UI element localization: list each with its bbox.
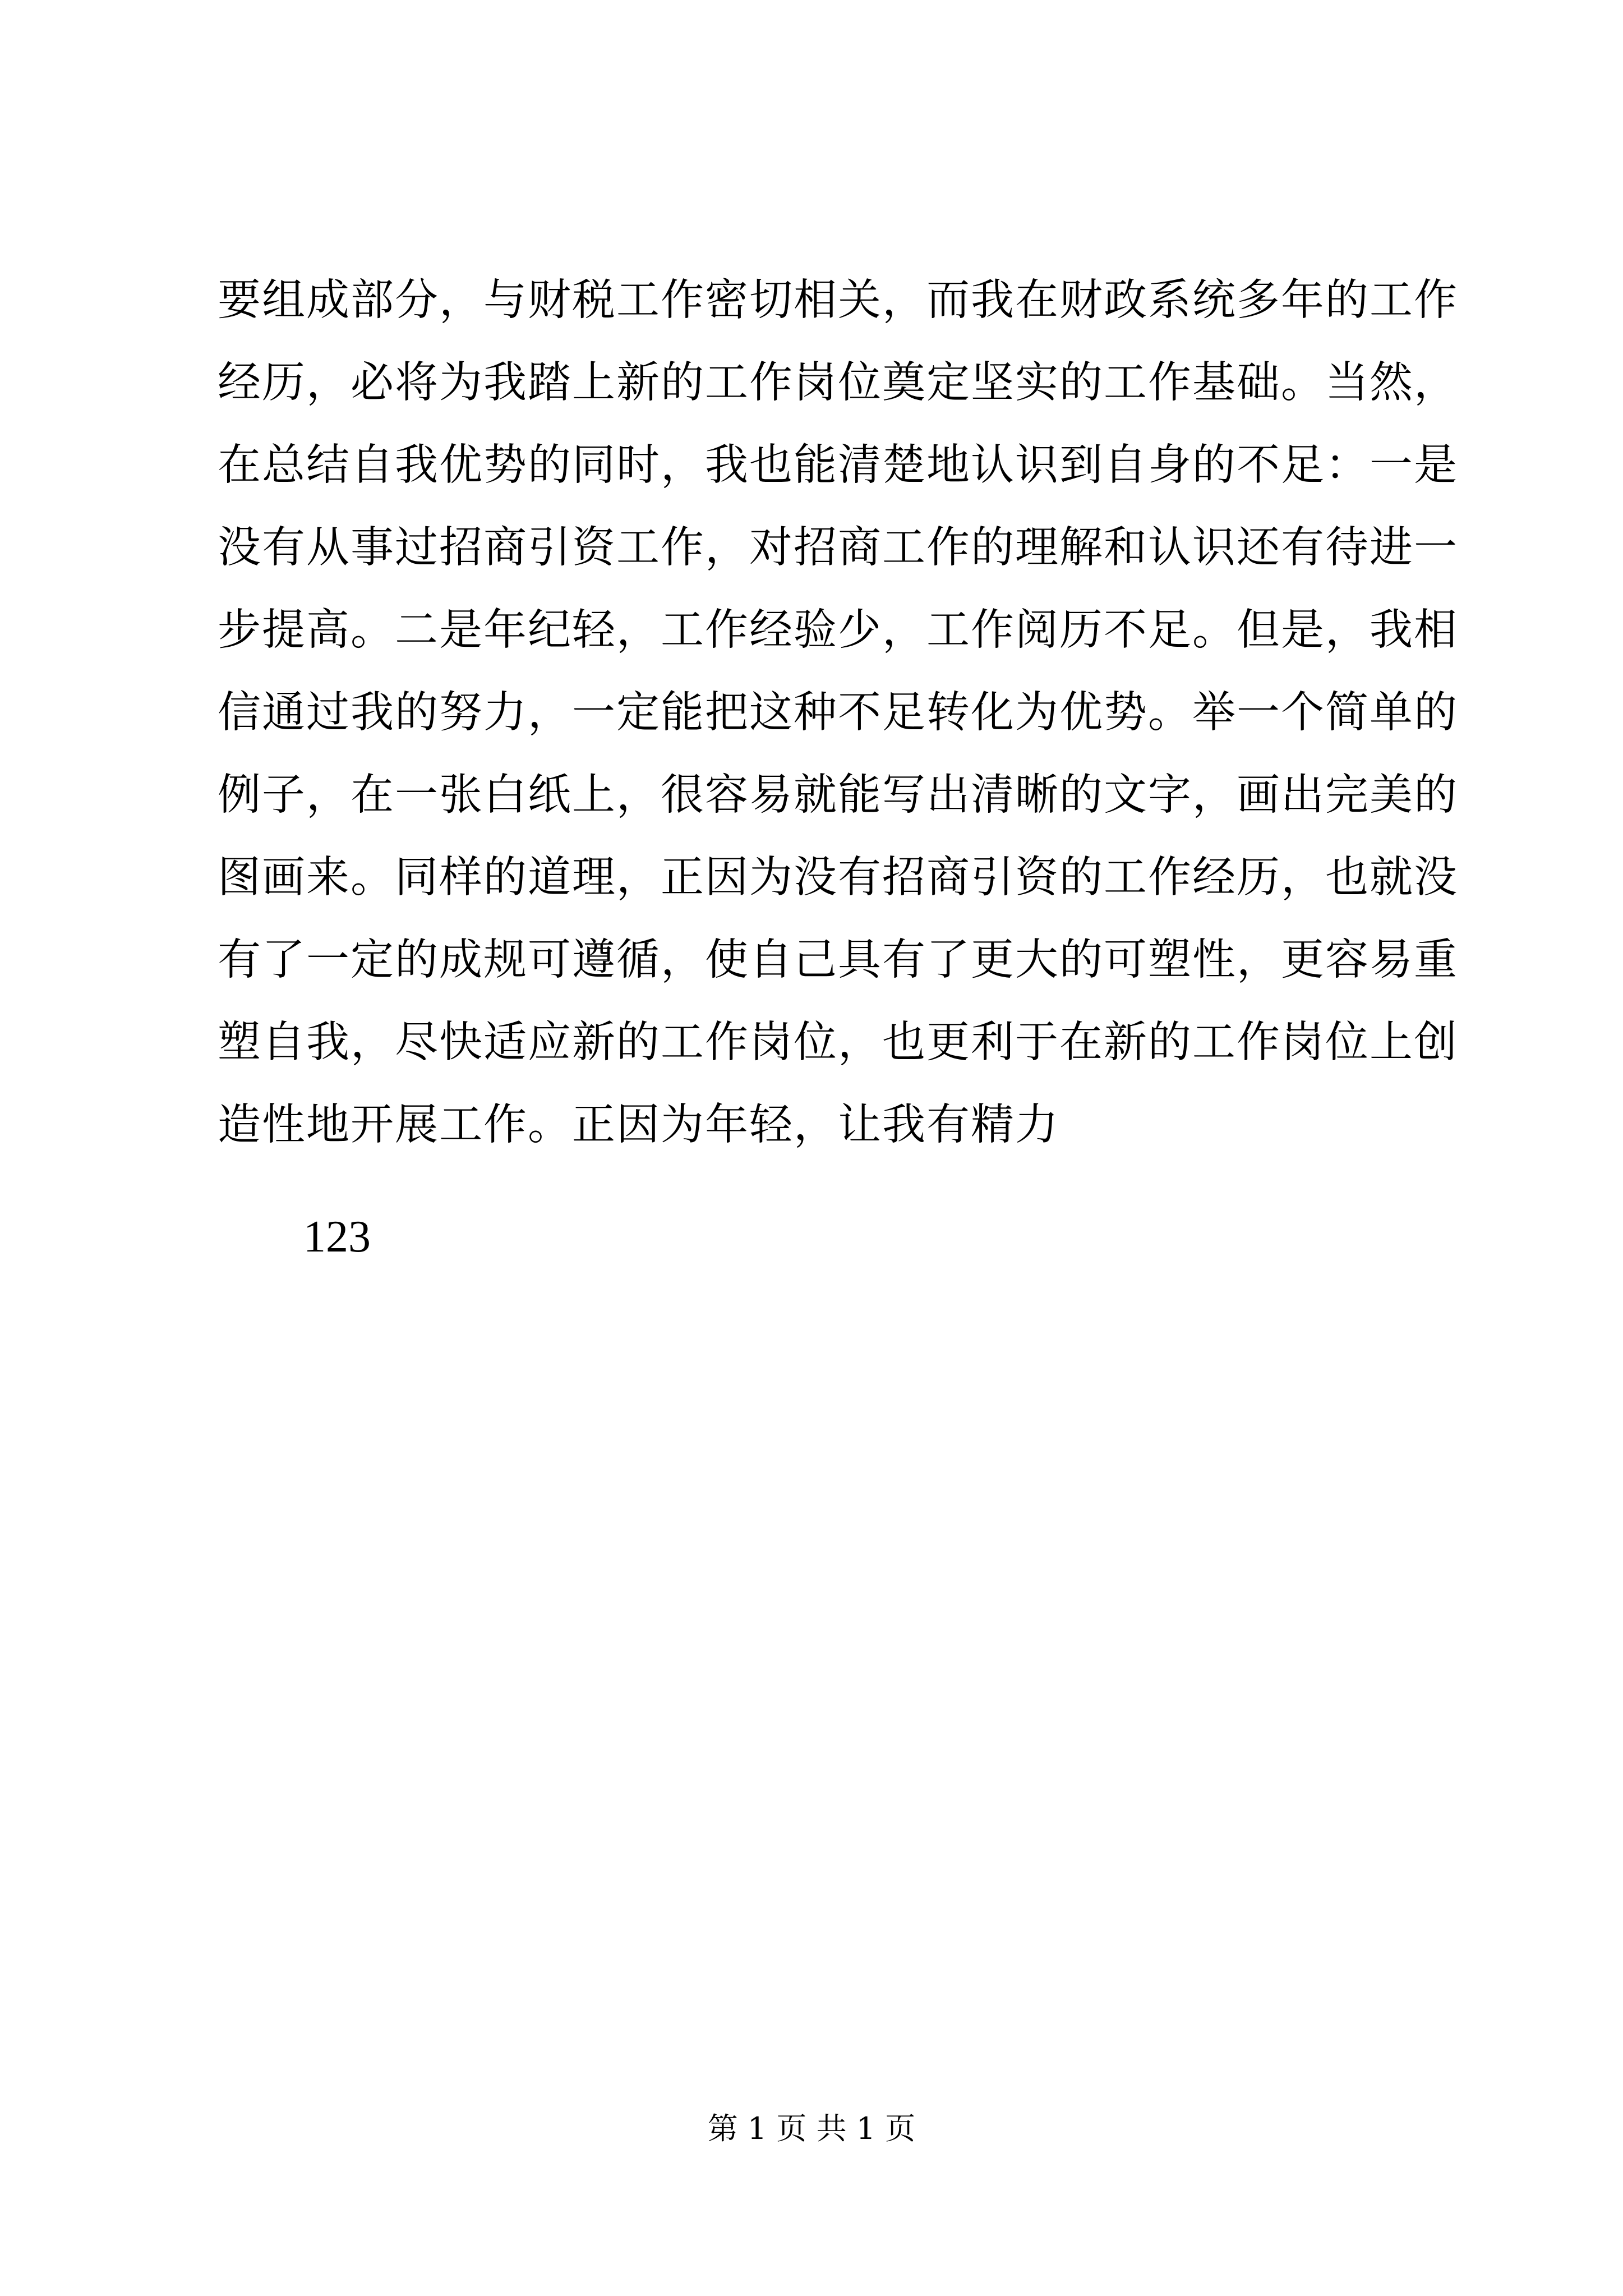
- text-line: 造性地开展工作。正因为年轻，让我有精力: [218, 1100, 1059, 1150]
- text-line: 要组成部分，与财税工作密切相关，而我在财政系统多年的工作: [218, 275, 1458, 325]
- text-line: 经历，必将为我踏上新的工作岗位奠定坚实的工作基础。当然，: [218, 358, 1458, 408]
- text-line: 有了一定的成规可遵循，使自己具有了更大的可塑性，更容易重: [218, 935, 1458, 985]
- body-text: [218, 259, 1458, 1166]
- page-footer: 第 1 页 共 1 页: [707, 2111, 916, 2146]
- text-line: 图画来。同样的道理，正因为没有招商引资的工作经历，也就没: [218, 853, 1458, 903]
- text-line: 塑自我，尽快适应新的工作岗位，也更利于在新的工作岗位上创: [218, 1018, 1458, 1068]
- text-line: 步提高。二是年纪轻，工作经验少，工作阅历不足。但是，我相: [218, 605, 1458, 655]
- text-line: 在总结自我优势的同时，我也能清楚地认识到自身的不足：一是: [218, 440, 1458, 490]
- page-marker: 123: [303, 1212, 371, 1262]
- text-line: 没有从事过招商引资工作，对招商工作的理解和认识还有待进一: [218, 523, 1458, 573]
- text-line: 例子，在一张白纸上，很容易就能写出清晰的文字，画出完美的: [218, 770, 1458, 820]
- text-line: 信通过我的努力，一定能把这种不足转化为优势。举一个简单的: [218, 688, 1458, 738]
